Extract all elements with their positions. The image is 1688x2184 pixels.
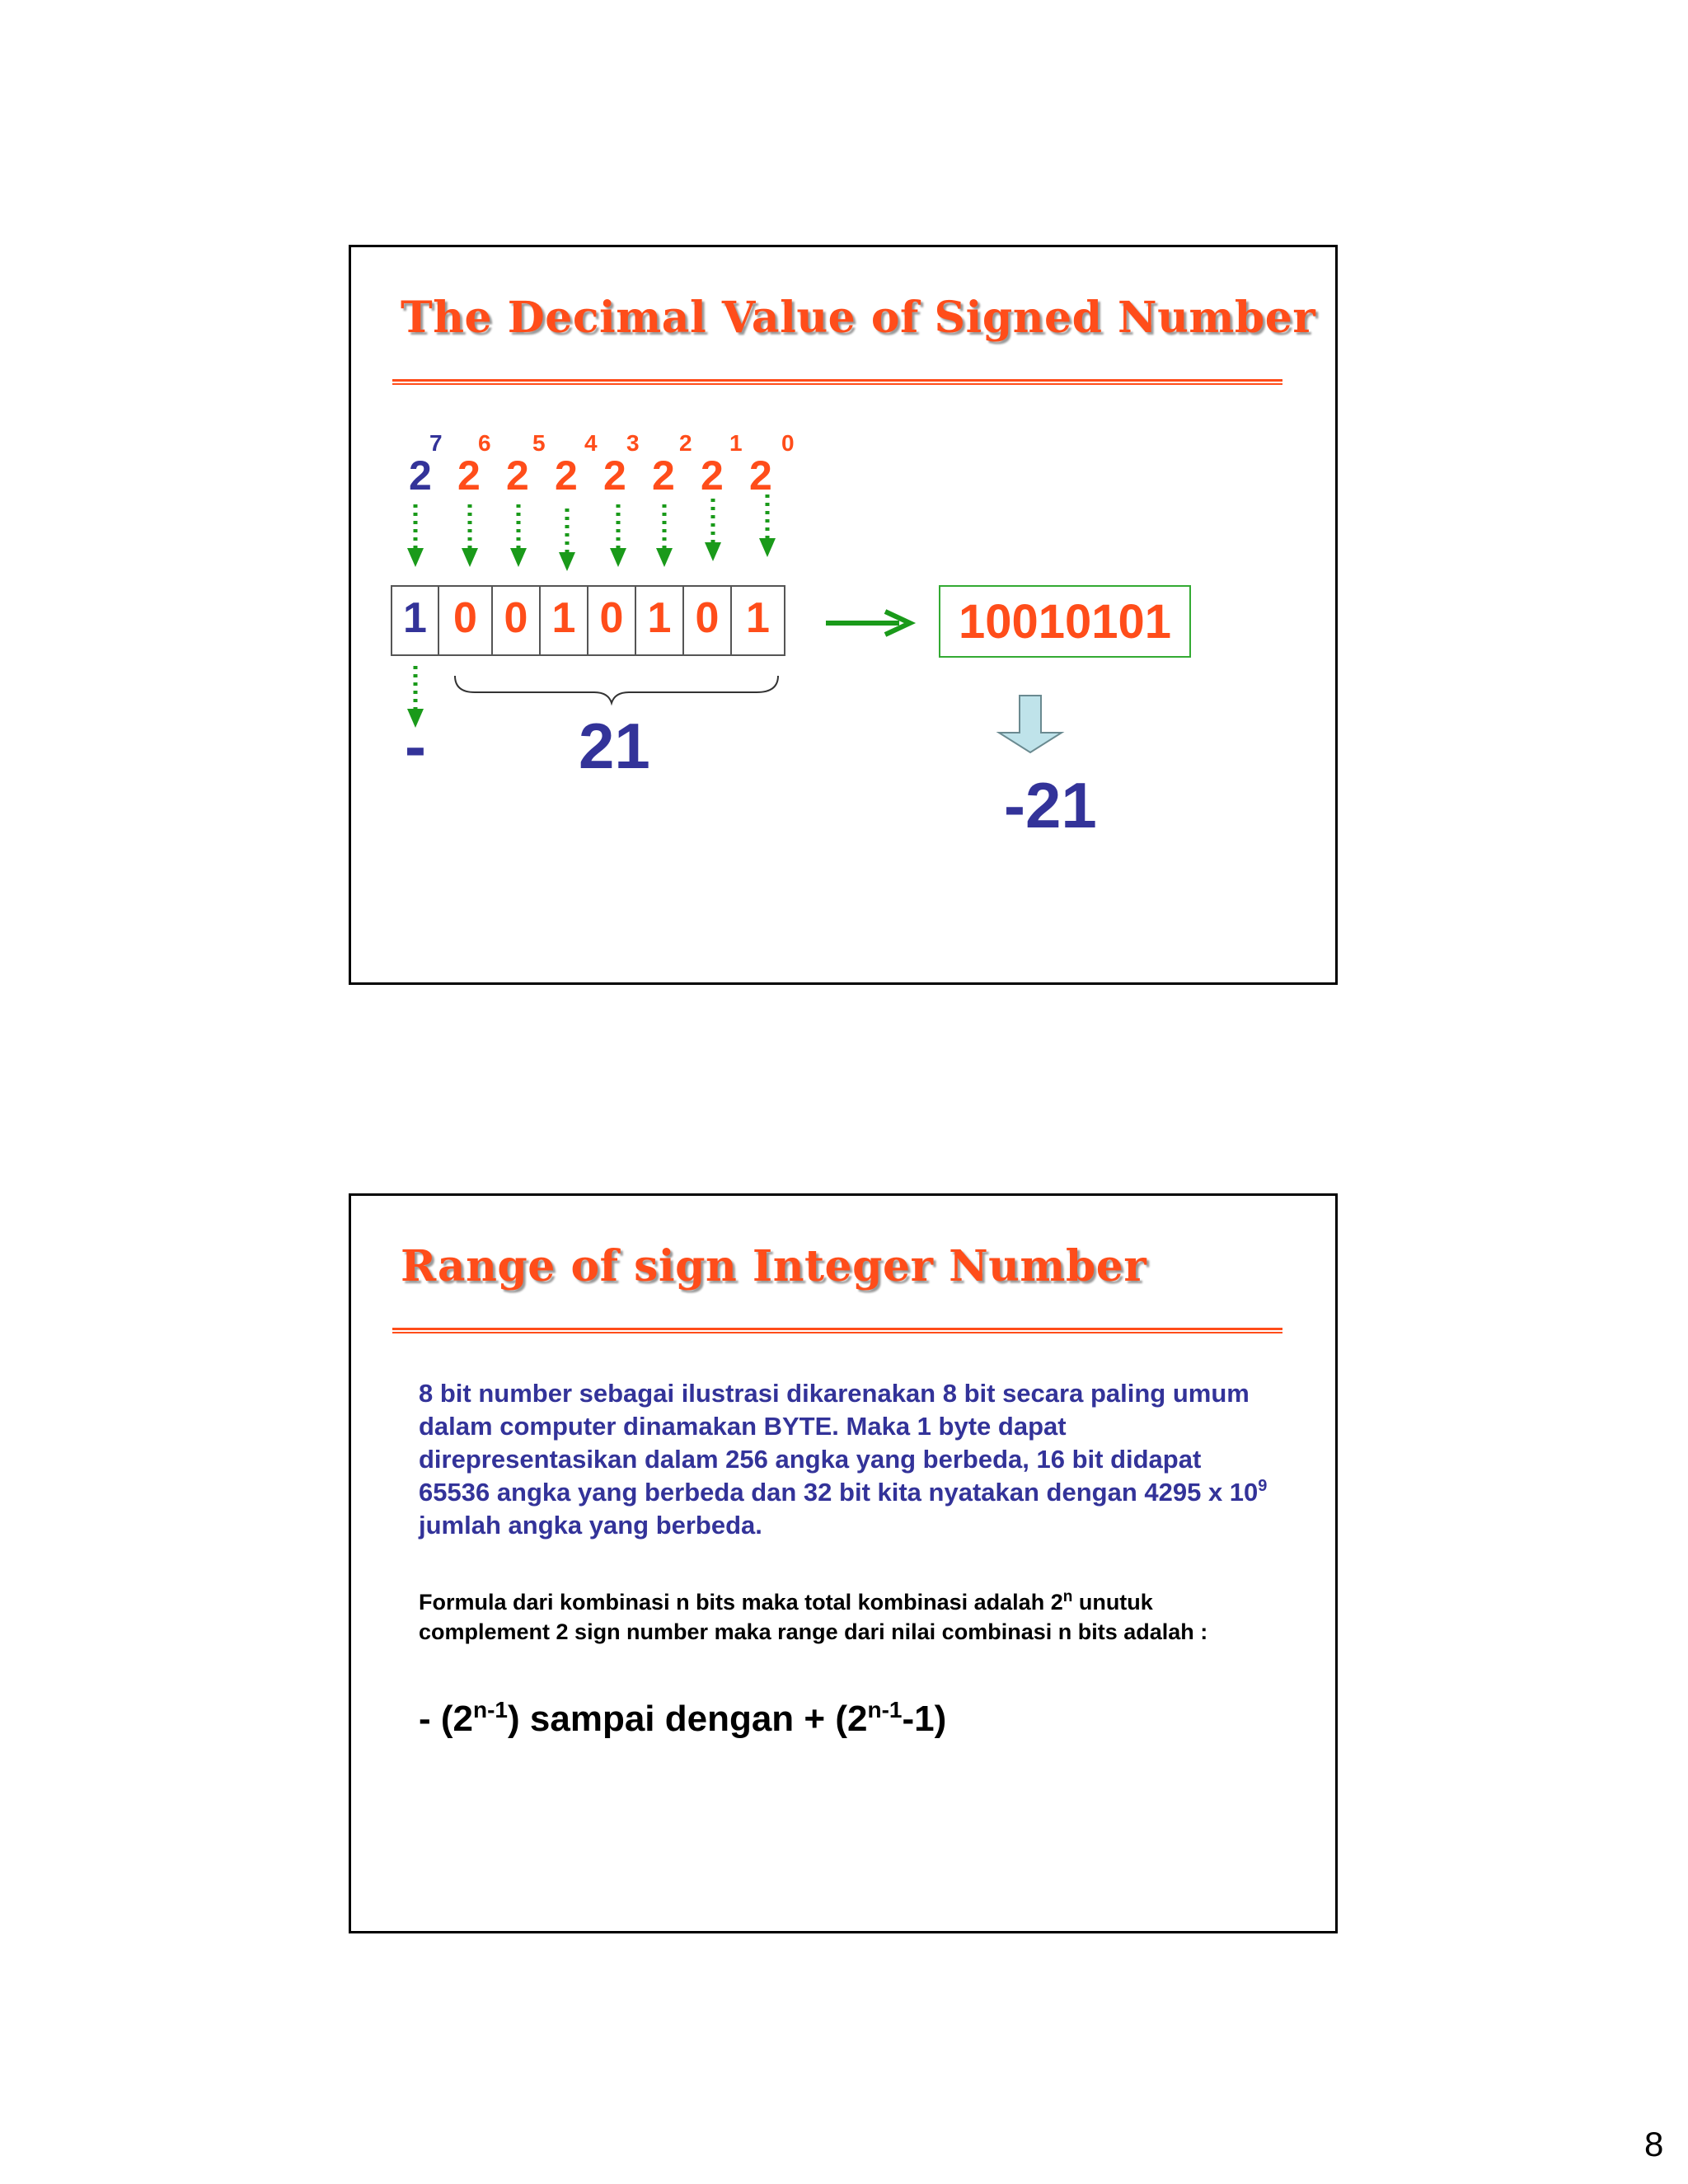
formula-exponent: n-1 <box>867 1697 903 1722</box>
binary-result-box: 10010101 <box>939 585 1191 658</box>
paragraph-text: unutuk complement 2 sign number maka range dari nilai combinasi n bits adalah : <box>419 1590 1208 1644</box>
formula-explanation-paragraph <box>419 1587 1276 1647</box>
power-exponent-4: 4 <box>584 430 598 456</box>
paragraph-text: jumlah angka yang berbeda. <box>419 1511 762 1540</box>
magnitude-value: 21 <box>579 710 650 782</box>
power-base: 2 <box>749 452 772 499</box>
formula-exponent: n-1 <box>473 1697 508 1722</box>
formula-part: -1) <box>902 1699 947 1739</box>
bit-cell: 1 <box>539 585 588 656</box>
power-exponent-5: 5 <box>532 430 546 456</box>
slide-title: The Decimal Value of Signed Number <box>401 293 1316 343</box>
page-number: 8 <box>1644 2125 1664 2163</box>
power-base: 2 <box>603 452 626 499</box>
bit-cell: 1 <box>730 585 785 656</box>
magnitude-brace <box>455 676 778 703</box>
bit-cell: 1 <box>635 585 684 656</box>
title-underline <box>392 1328 1282 1333</box>
range-formula <box>419 1699 946 1740</box>
exponent: 9 <box>1258 1477 1268 1495</box>
slide-signed-decimal-value <box>349 245 1338 985</box>
exponent: n <box>1062 1588 1073 1605</box>
bit-cell: 0 <box>587 585 636 656</box>
power-base: 2 <box>701 452 724 499</box>
arrow-heads <box>407 538 776 728</box>
slide-range-sign-integer <box>349 1193 1338 1933</box>
power-base: 2 <box>652 452 675 499</box>
power-exponent-6: 6 <box>478 430 491 456</box>
bit-cell: 0 <box>438 585 493 656</box>
decimal-result: -21 <box>1004 769 1097 841</box>
power-exponent-2: 2 <box>679 430 692 456</box>
formula-part: - (2 <box>419 1699 473 1739</box>
power-exponent-1: 1 <box>729 430 743 456</box>
bit-cell: 0 <box>682 585 732 656</box>
paragraph-text: Formula dari kombinasi n bits maka total kombinasi adalah 2 <box>419 1590 1063 1615</box>
power-exponent-3: 3 <box>626 430 640 456</box>
power-base: 2 <box>555 452 578 499</box>
power-exponent-7: 7 <box>429 430 443 456</box>
sign-symbol: - <box>405 710 426 782</box>
formula-part: ) sampai dengan + (2 <box>508 1699 868 1739</box>
power-base: 2 <box>506 452 529 499</box>
paragraph-text: 8 bit number sebagai ilustrasi dikarenakan 8 bit secara paling umum dalam computer dinamakan BYTE. Maka 1 byte dapat direpresentasikan dalam 256 angka yang berbeda, 16 bit didapat 65536 angka yang berbeda dan 32 bit kita nyatakan dengan 4295 x 10 <box>419 1379 1259 1507</box>
power-base: 2 <box>457 452 481 499</box>
bit-cell: 0 <box>491 585 541 656</box>
power-exponent-0: 0 <box>781 430 795 456</box>
sign-bit-cell: 1 <box>391 585 439 656</box>
down-arrow <box>999 696 1062 752</box>
slide-title: Range of sign Integer Number <box>401 1241 1147 1291</box>
power-base: 2 <box>409 452 432 499</box>
dotted-down-arrows <box>415 494 767 709</box>
byte-explanation-paragraph <box>419 1377 1276 1542</box>
